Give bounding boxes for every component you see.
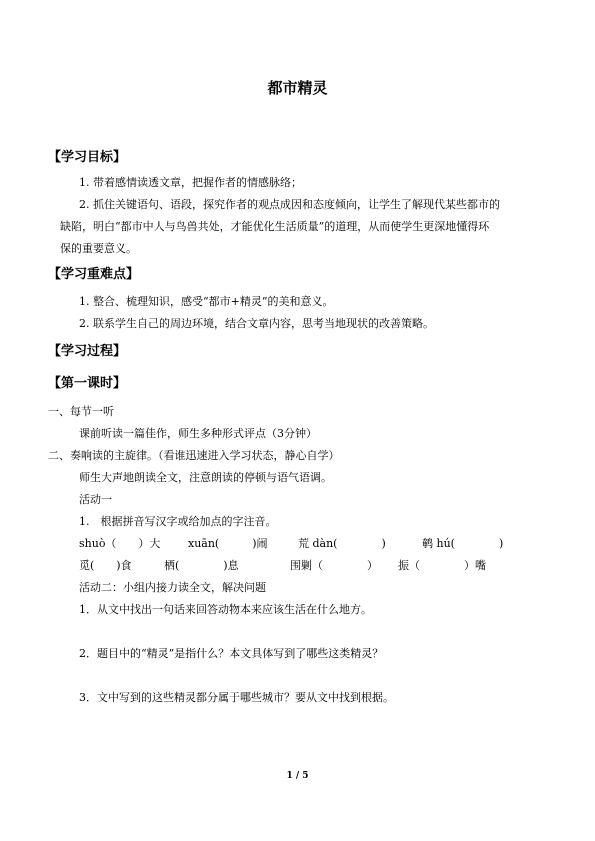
- pinyin-item-xuan: xuān( )闹: [188, 537, 268, 550]
- activity-2-label: 活动二：小组内接力读全文，解决问题: [79, 581, 266, 594]
- question-2: 2．题目中的“精灵”是指什么？本文具体写到了哪些这类精灵？: [79, 647, 384, 660]
- key-point-item-1: 1. 整合、梳理知识，感受“都市+精灵”的美和意义。: [79, 295, 334, 308]
- goal-item-2-line-1: 2. 抓住关键语句、语段，探究作者的观点成因和态度倾向，让学生了解现代某些都市的: [79, 198, 500, 211]
- goal-item-2-line-2: 缺陷，明白“都市中人与鸟兽共处，才能优化生活质量”的道理，从而使学生更深地懂得环: [60, 220, 490, 233]
- char-item-jiao: 围剿（ ）: [290, 559, 378, 572]
- section-1-body: 课前听读一篇佳作，师生多种形式评点（3分钟）: [79, 427, 317, 440]
- task-1: 1. 根据拼音写汉字或给加点的字注音。: [79, 515, 277, 528]
- char-item-qi: 栖( )息: [164, 559, 239, 572]
- section-2-body: 师生大声地朗读全文，注意朗读的停顿与语气语调。: [79, 471, 332, 484]
- goal-item-2-line-3: 保的重要意义。: [60, 242, 137, 255]
- pinyin-item-dan: 荒 dàn( ): [298, 537, 386, 550]
- pinyin-item-shuo: shuò（ ）大: [79, 537, 161, 550]
- char-item-mi: 觅( )食: [79, 559, 132, 572]
- section-heading-key-points: 【学习重难点】: [48, 267, 140, 282]
- page-title: 都市精灵: [267, 79, 328, 97]
- section-1-title: 一、每节一听: [48, 405, 114, 418]
- pinyin-item-hu: 鹌 hú( ): [422, 537, 504, 550]
- page-number: 1 / 5: [286, 771, 309, 781]
- section-heading-lesson-1: 【第一课时】: [48, 376, 127, 391]
- section-2-title: 二、奏响读的主旋律。（看谁迅速进入学习状态，静心自学）: [48, 449, 340, 462]
- question-1: 1．从文中找出一句话来回答动物本来应该生活在什么地方。: [79, 603, 372, 616]
- section-heading-process: 【学习过程】: [48, 344, 127, 359]
- section-heading-goals: 【学习目标】: [48, 150, 127, 165]
- question-3: 3．文中写到的这些精灵都分属于哪些城市？要从文中找到根据。: [79, 691, 394, 704]
- goal-item-1: 1. 带着感情读透文章，把握作者的情感脉络；: [79, 176, 302, 189]
- char-item-zhen: 振（ ）嘴: [398, 559, 486, 572]
- key-point-item-2: 2. 联系学生自己的周边环境，结合文章内容，思考当地现状的改善策略。: [79, 317, 434, 330]
- activity-1-label: 活动一: [79, 493, 112, 506]
